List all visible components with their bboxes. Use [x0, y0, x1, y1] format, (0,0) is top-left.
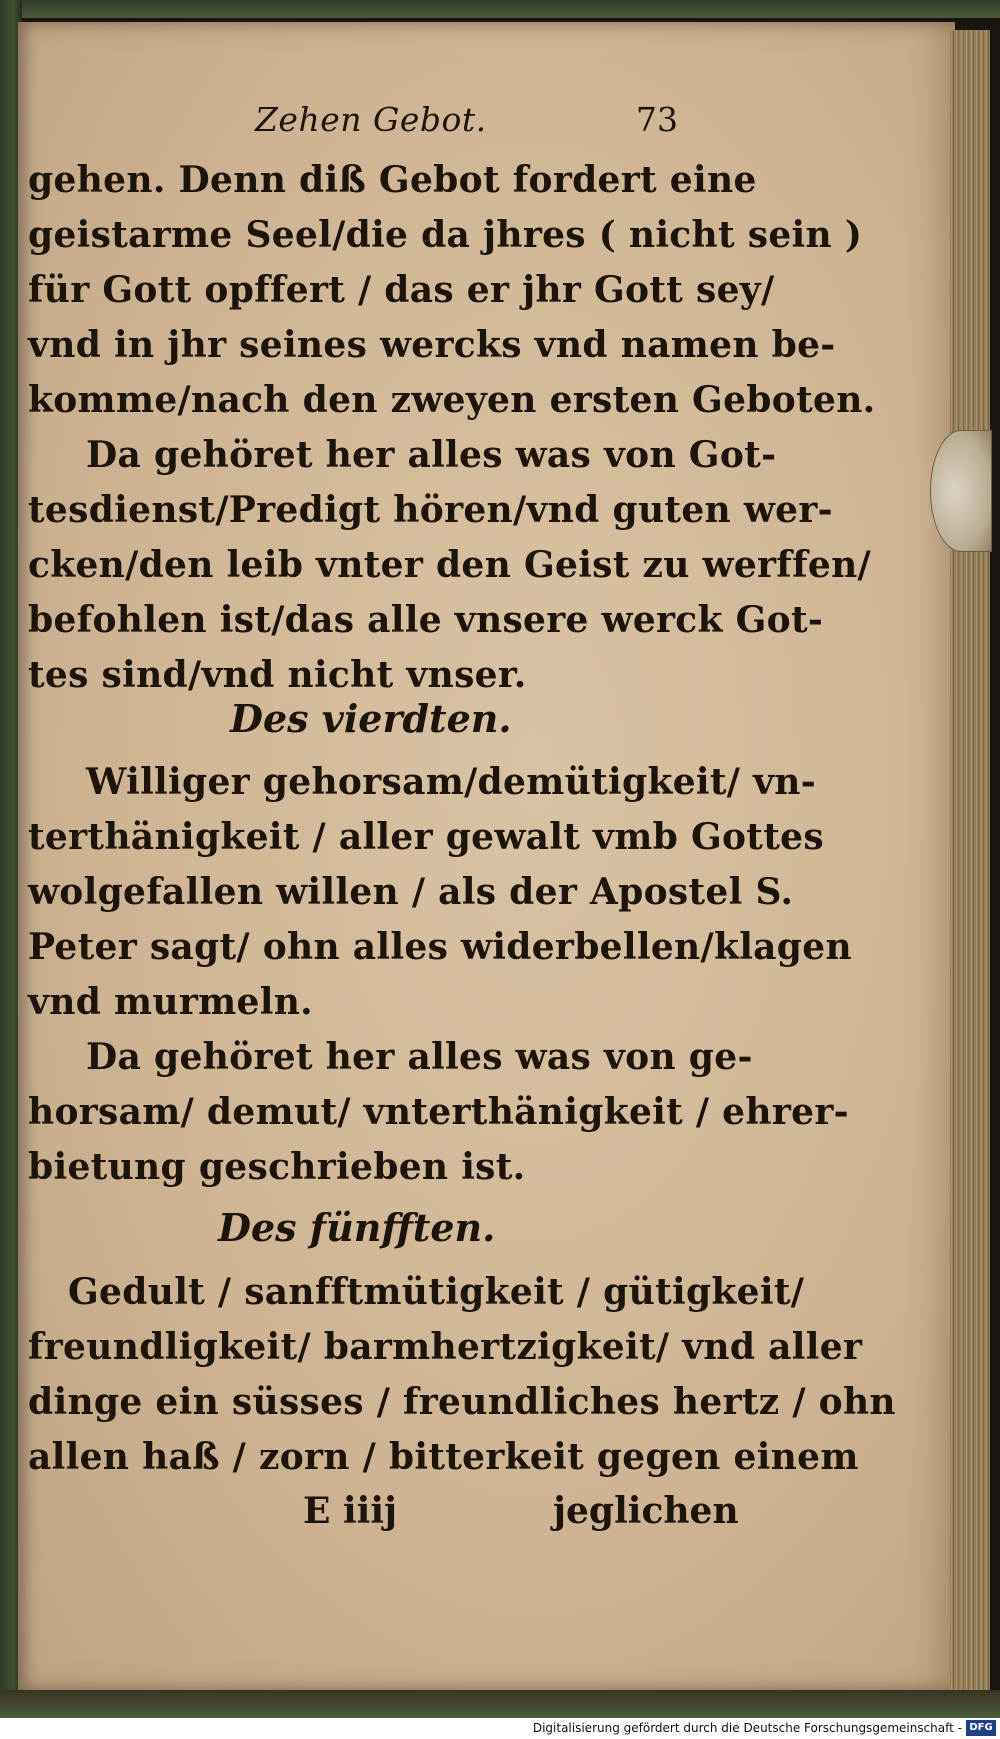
- binding-bottom-edge: [0, 1690, 1000, 1718]
- text-line: bietung geschrieben ist.: [28, 1146, 526, 1188]
- text-line: Da gehöret her alles was von Got-: [86, 434, 777, 476]
- text-line: Peter sagt/ ohn alles widerbellen/klagen: [28, 926, 852, 968]
- page-number: 73: [636, 100, 678, 139]
- text-line: Gedult / sanfftmütigkeit / gütigkeit/: [68, 1271, 805, 1313]
- dfg-logo: DFG: [966, 1720, 996, 1736]
- text-line: tes sind/vnd nicht vnser.: [28, 654, 527, 696]
- text-line: befohlen ist/das alle vnsere werck Got-: [28, 599, 824, 641]
- text-line: horsam/ demut/ vnterthänigkeit / ehrer-: [28, 1091, 849, 1133]
- text-line: Williger gehorsam/demütigkeit/ vn-: [86, 761, 817, 803]
- text-line: komme/nach den zweyen ersten Geboten.: [28, 379, 876, 421]
- text-line: für Gott opffert / das er jhr Gott sey/: [28, 269, 775, 311]
- page-fore-edge: [950, 30, 990, 1690]
- text-line: vnd murmeln.: [28, 981, 314, 1023]
- page-header: [18, 88, 698, 148]
- section-heading: Des fünfften.: [218, 1205, 496, 1250]
- text-line: freundligkeit/ barmhertzigkeit/ vnd aller: [28, 1326, 863, 1368]
- text-line: cken/den leib vnter den Geist zu werffen/: [28, 544, 872, 586]
- section-heading: Des vierdten.: [230, 696, 512, 741]
- running-title: Zehen Gebot.: [255, 100, 487, 139]
- catchword: jeglichen: [553, 1490, 739, 1532]
- text-line: Da gehöret her alles was von ge-: [86, 1036, 753, 1078]
- text-line: geistarme Seel/die da jhres ( nicht sein ): [28, 214, 863, 256]
- text-line: wolgefallen willen / als der Apostel S.: [28, 871, 794, 913]
- text-line: dinge ein süsses / freundliches hertz / ohn: [28, 1381, 896, 1423]
- text-line: vnd in jhr seines wercks vnd namen be-: [28, 324, 836, 366]
- text-line: allen haß / zorn / bitterkeit gegen einem: [28, 1436, 859, 1478]
- signature-mark: E iiij: [303, 1490, 398, 1532]
- text-line: tesdienst/Predigt hören/vnd guten wer-: [28, 489, 833, 531]
- text-line: terthänigkeit / aller gewalt vmb Gottes: [28, 816, 824, 858]
- page-text: [18, 0, 955, 1668]
- text-line: gehen. Denn diß Gebot fordert eine: [28, 159, 757, 201]
- funding-credit: Digitalisierung gefördert durch die Deutsche Forschungsgemeinschaft -: [532, 1721, 962, 1735]
